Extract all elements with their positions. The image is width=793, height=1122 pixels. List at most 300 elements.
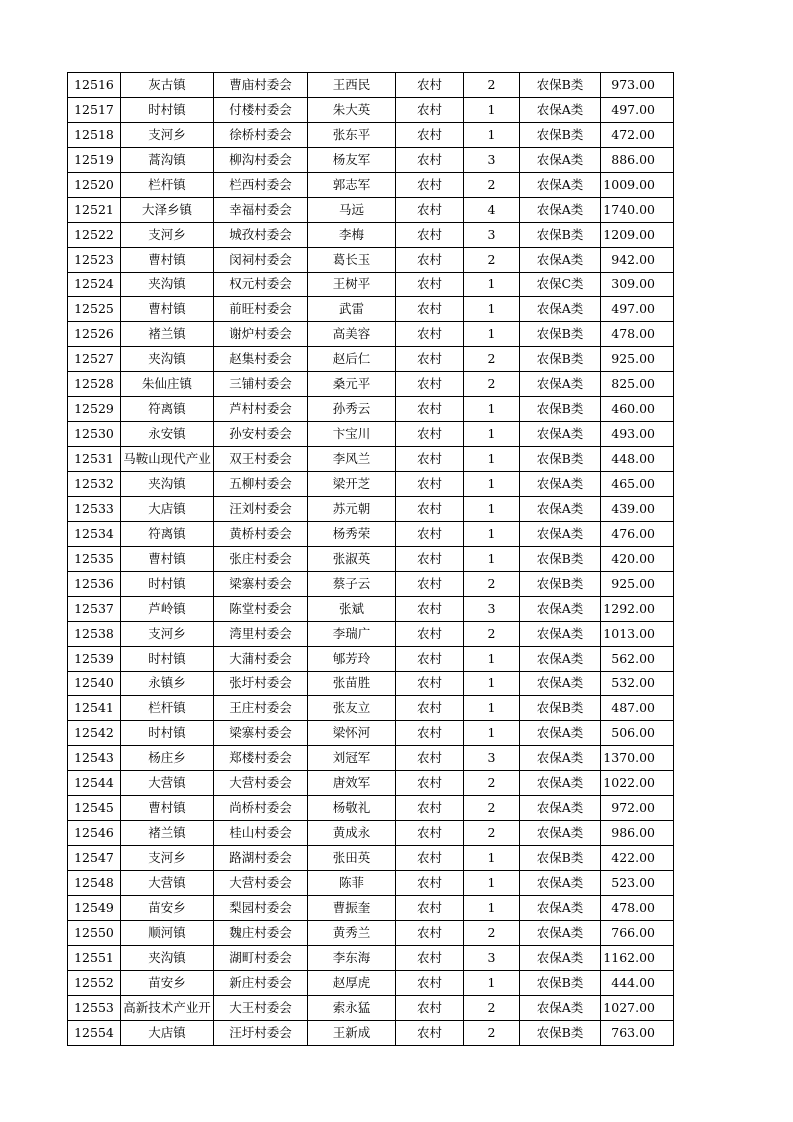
insurance-category-cell: 农保A类 — [520, 97, 601, 122]
insurance-category-cell: 农保C类 — [520, 272, 601, 297]
insurance-category-cell: 农保A类 — [520, 646, 601, 671]
village-committee-cell: 前旺村委会 — [214, 297, 308, 322]
serial-number-cell: 12540 — [68, 671, 121, 696]
village-committee-cell: 汪圩村委会 — [214, 1020, 308, 1045]
serial-number-cell: 12536 — [68, 571, 121, 596]
insurance-category-cell: 农保A类 — [520, 945, 601, 970]
table-row — [68, 147, 674, 172]
serial-number-cell: 12544 — [68, 771, 121, 796]
person-name-cell: 张淑英 — [308, 546, 396, 571]
table-row — [68, 172, 674, 197]
amount-cell: 493.00 — [601, 422, 674, 447]
table-row — [68, 447, 674, 472]
amount-cell: 506.00 — [601, 721, 674, 746]
residence-type-cell: 农村 — [396, 846, 464, 871]
serial-number-cell: 12547 — [68, 846, 121, 871]
village-committee-cell: 桂山村委会 — [214, 821, 308, 846]
township-cell: 苗安乡 — [121, 970, 214, 995]
township-cell: 曹村镇 — [121, 546, 214, 571]
insurance-category-cell: 农保A类 — [520, 796, 601, 821]
serial-number-cell: 12525 — [68, 297, 121, 322]
table-row — [68, 422, 674, 447]
amount-cell: 1292.00 — [601, 596, 674, 621]
person-name-cell: 杨敬礼 — [308, 796, 396, 821]
table-row — [68, 521, 674, 546]
insurance-category-cell: 农保A类 — [520, 821, 601, 846]
household-count-cell: 2 — [464, 995, 520, 1020]
household-count-cell: 1 — [464, 721, 520, 746]
serial-number-cell: 12553 — [68, 995, 121, 1020]
village-committee-cell: 柳沟村委会 — [214, 147, 308, 172]
serial-number-cell: 12520 — [68, 172, 121, 197]
household-count-cell: 4 — [464, 197, 520, 222]
table-row — [68, 247, 674, 272]
serial-number-cell: 12541 — [68, 696, 121, 721]
insurance-category-cell: 农保A类 — [520, 995, 601, 1020]
residence-type-cell: 农村 — [396, 746, 464, 771]
residence-type-cell: 农村 — [396, 646, 464, 671]
amount-cell: 309.00 — [601, 272, 674, 297]
township-cell: 大营镇 — [121, 871, 214, 896]
village-committee-cell: 路湖村委会 — [214, 846, 308, 871]
residence-type-cell: 农村 — [396, 197, 464, 222]
household-count-cell: 1 — [464, 272, 520, 297]
table-row — [68, 571, 674, 596]
person-name-cell: 王新成 — [308, 1020, 396, 1045]
village-committee-cell: 芦村村委会 — [214, 397, 308, 422]
township-cell: 永镇乡 — [121, 671, 214, 696]
residence-type-cell: 农村 — [396, 721, 464, 746]
residence-type-cell: 农村 — [396, 521, 464, 546]
residence-type-cell: 农村 — [396, 920, 464, 945]
serial-number-cell: 12522 — [68, 222, 121, 247]
amount-cell: 478.00 — [601, 322, 674, 347]
person-name-cell: 郇芳玲 — [308, 646, 396, 671]
insurance-category-cell: 农保A类 — [520, 771, 601, 796]
residence-type-cell: 农村 — [396, 397, 464, 422]
person-name-cell: 赵后仁 — [308, 347, 396, 372]
residence-type-cell: 农村 — [396, 122, 464, 147]
household-count-cell: 2 — [464, 372, 520, 397]
amount-cell: 497.00 — [601, 297, 674, 322]
serial-number-cell: 12517 — [68, 97, 121, 122]
residence-type-cell: 农村 — [396, 496, 464, 521]
village-committee-cell: 汪刘村委会 — [214, 496, 308, 521]
village-committee-cell: 大营村委会 — [214, 871, 308, 896]
township-cell: 时村镇 — [121, 571, 214, 596]
household-count-cell: 2 — [464, 621, 520, 646]
roster-table — [67, 72, 674, 1046]
village-committee-cell: 三铺村委会 — [214, 372, 308, 397]
residence-type-cell: 农村 — [396, 272, 464, 297]
residence-type-cell: 农村 — [396, 222, 464, 247]
residence-type-cell: 农村 — [396, 347, 464, 372]
residence-type-cell: 农村 — [396, 671, 464, 696]
person-name-cell: 葛长玉 — [308, 247, 396, 272]
residence-type-cell: 农村 — [396, 1020, 464, 1045]
serial-number-cell: 12545 — [68, 796, 121, 821]
village-committee-cell: 郑楼村委会 — [214, 746, 308, 771]
amount-cell: 465.00 — [601, 472, 674, 497]
person-name-cell: 张斌 — [308, 596, 396, 621]
residence-type-cell: 农村 — [396, 372, 464, 397]
residence-type-cell: 农村 — [396, 97, 464, 122]
amount-cell: 973.00 — [601, 73, 674, 98]
table-row — [68, 1020, 674, 1045]
village-committee-cell: 大王村委会 — [214, 995, 308, 1020]
person-name-cell: 李风兰 — [308, 447, 396, 472]
household-count-cell: 2 — [464, 247, 520, 272]
person-name-cell: 张友立 — [308, 696, 396, 721]
township-cell: 支河乡 — [121, 846, 214, 871]
household-count-cell: 3 — [464, 596, 520, 621]
table-row — [68, 746, 674, 771]
person-name-cell: 曹振奎 — [308, 895, 396, 920]
table-row — [68, 596, 674, 621]
table-row — [68, 945, 674, 970]
insurance-category-cell: 农保A类 — [520, 297, 601, 322]
amount-cell: 1022.00 — [601, 771, 674, 796]
amount-cell: 942.00 — [601, 247, 674, 272]
serial-number-cell: 12529 — [68, 397, 121, 422]
person-name-cell: 桑元平 — [308, 372, 396, 397]
township-cell: 朱仙庄镇 — [121, 372, 214, 397]
village-committee-cell: 湖町村委会 — [214, 945, 308, 970]
serial-number-cell: 12542 — [68, 721, 121, 746]
household-count-cell: 2 — [464, 347, 520, 372]
person-name-cell: 唐效军 — [308, 771, 396, 796]
household-count-cell: 2 — [464, 73, 520, 98]
household-count-cell: 1 — [464, 297, 520, 322]
table-row — [68, 696, 674, 721]
person-name-cell: 李东海 — [308, 945, 396, 970]
township-cell: 支河乡 — [121, 621, 214, 646]
household-count-cell: 1 — [464, 521, 520, 546]
table-row — [68, 796, 674, 821]
table-row — [68, 546, 674, 571]
village-committee-cell: 付楼村委会 — [214, 97, 308, 122]
table-row — [68, 122, 674, 147]
residence-type-cell: 农村 — [396, 472, 464, 497]
insurance-category-cell: 农保B类 — [520, 546, 601, 571]
table-row — [68, 347, 674, 372]
household-count-cell: 1 — [464, 871, 520, 896]
township-cell: 褚兰镇 — [121, 322, 214, 347]
insurance-category-cell: 农保A类 — [520, 746, 601, 771]
township-cell: 时村镇 — [121, 646, 214, 671]
village-committee-cell: 谢炉村委会 — [214, 322, 308, 347]
person-name-cell: 朱大英 — [308, 97, 396, 122]
township-cell: 支河乡 — [121, 122, 214, 147]
township-cell: 褚兰镇 — [121, 821, 214, 846]
township-cell: 时村镇 — [121, 97, 214, 122]
township-cell: 曹村镇 — [121, 297, 214, 322]
township-cell: 大营镇 — [121, 771, 214, 796]
table-row — [68, 771, 674, 796]
residence-type-cell: 农村 — [396, 546, 464, 571]
village-committee-cell: 尚桥村委会 — [214, 796, 308, 821]
residence-type-cell: 农村 — [396, 821, 464, 846]
township-cell: 顺河镇 — [121, 920, 214, 945]
village-committee-cell: 幸福村委会 — [214, 197, 308, 222]
residence-type-cell: 农村 — [396, 895, 464, 920]
residence-type-cell: 农村 — [396, 995, 464, 1020]
village-committee-cell: 孙安村委会 — [214, 422, 308, 447]
village-committee-cell: 闵祠村委会 — [214, 247, 308, 272]
residence-type-cell: 农村 — [396, 322, 464, 347]
serial-number-cell: 12516 — [68, 73, 121, 98]
amount-cell: 825.00 — [601, 372, 674, 397]
township-cell: 永安镇 — [121, 422, 214, 447]
amount-cell: 562.00 — [601, 646, 674, 671]
household-count-cell: 1 — [464, 122, 520, 147]
township-cell: 支河乡 — [121, 222, 214, 247]
person-name-cell: 高美容 — [308, 322, 396, 347]
residence-type-cell: 农村 — [396, 596, 464, 621]
village-committee-cell: 梁寨村委会 — [214, 571, 308, 596]
township-cell: 时村镇 — [121, 721, 214, 746]
table-row — [68, 197, 674, 222]
village-committee-cell: 梨园村委会 — [214, 895, 308, 920]
township-cell: 夹沟镇 — [121, 472, 214, 497]
table-row — [68, 721, 674, 746]
serial-number-cell: 12538 — [68, 621, 121, 646]
insurance-category-cell: 农保B类 — [520, 122, 601, 147]
household-count-cell: 1 — [464, 397, 520, 422]
amount-cell: 1162.00 — [601, 945, 674, 970]
serial-number-cell: 12518 — [68, 122, 121, 147]
village-committee-cell: 王庄村委会 — [214, 696, 308, 721]
amount-cell: 972.00 — [601, 796, 674, 821]
insurance-category-cell: 农保A类 — [520, 521, 601, 546]
township-cell: 夹沟镇 — [121, 347, 214, 372]
household-count-cell: 3 — [464, 945, 520, 970]
household-count-cell: 1 — [464, 646, 520, 671]
person-name-cell: 赵厚虎 — [308, 970, 396, 995]
village-committee-cell: 五柳村委会 — [214, 472, 308, 497]
serial-number-cell: 12523 — [68, 247, 121, 272]
insurance-category-cell: 农保A类 — [520, 197, 601, 222]
serial-number-cell: 12539 — [68, 646, 121, 671]
household-count-cell: 1 — [464, 546, 520, 571]
person-name-cell: 苏元朝 — [308, 496, 396, 521]
village-committee-cell: 双王村委会 — [214, 447, 308, 472]
amount-cell: 925.00 — [601, 571, 674, 596]
roster-body — [68, 73, 674, 1046]
insurance-category-cell: 农保B类 — [520, 846, 601, 871]
insurance-category-cell: 农保B类 — [520, 696, 601, 721]
village-committee-cell: 城孜村委会 — [214, 222, 308, 247]
household-count-cell: 2 — [464, 172, 520, 197]
table-row — [68, 97, 674, 122]
amount-cell: 1009.00 — [601, 172, 674, 197]
household-count-cell: 1 — [464, 671, 520, 696]
table-row — [68, 871, 674, 896]
amount-cell: 925.00 — [601, 347, 674, 372]
residence-type-cell: 农村 — [396, 571, 464, 596]
residence-type-cell: 农村 — [396, 73, 464, 98]
serial-number-cell: 12524 — [68, 272, 121, 297]
insurance-category-cell: 农保A类 — [520, 596, 601, 621]
serial-number-cell: 12530 — [68, 422, 121, 447]
serial-number-cell: 12549 — [68, 895, 121, 920]
amount-cell: 1370.00 — [601, 746, 674, 771]
serial-number-cell: 12550 — [68, 920, 121, 945]
serial-number-cell: 12537 — [68, 596, 121, 621]
household-count-cell: 1 — [464, 496, 520, 521]
household-count-cell: 3 — [464, 222, 520, 247]
person-name-cell: 刘冠军 — [308, 746, 396, 771]
amount-cell: 448.00 — [601, 447, 674, 472]
township-cell: 马鞍山现代产业 — [121, 447, 214, 472]
person-name-cell: 蔡子云 — [308, 571, 396, 596]
amount-cell: 439.00 — [601, 496, 674, 521]
table-row — [68, 397, 674, 422]
household-count-cell: 3 — [464, 147, 520, 172]
township-cell: 芦岭镇 — [121, 596, 214, 621]
serial-number-cell: 12533 — [68, 496, 121, 521]
serial-number-cell: 12519 — [68, 147, 121, 172]
table-row — [68, 671, 674, 696]
amount-cell: 476.00 — [601, 521, 674, 546]
village-committee-cell: 新庄村委会 — [214, 970, 308, 995]
village-committee-cell: 赵集村委会 — [214, 347, 308, 372]
residence-type-cell: 农村 — [396, 447, 464, 472]
person-name-cell: 孙秀云 — [308, 397, 396, 422]
township-cell: 大店镇 — [121, 496, 214, 521]
insurance-category-cell: 农保A类 — [520, 247, 601, 272]
residence-type-cell: 农村 — [396, 796, 464, 821]
township-cell: 曹村镇 — [121, 247, 214, 272]
serial-number-cell: 12543 — [68, 746, 121, 771]
village-committee-cell: 张庄村委会 — [214, 546, 308, 571]
household-count-cell: 1 — [464, 846, 520, 871]
person-name-cell: 马远 — [308, 197, 396, 222]
residence-type-cell: 农村 — [396, 970, 464, 995]
amount-cell: 1013.00 — [601, 621, 674, 646]
table-row — [68, 646, 674, 671]
amount-cell: 763.00 — [601, 1020, 674, 1045]
township-cell: 曹村镇 — [121, 796, 214, 821]
household-count-cell: 1 — [464, 696, 520, 721]
insurance-category-cell: 农保B类 — [520, 397, 601, 422]
residence-type-cell: 农村 — [396, 422, 464, 447]
serial-number-cell: 12551 — [68, 945, 121, 970]
person-name-cell: 黄秀兰 — [308, 920, 396, 945]
household-count-cell: 1 — [464, 447, 520, 472]
table-row — [68, 372, 674, 397]
table-row — [68, 895, 674, 920]
household-count-cell: 1 — [464, 895, 520, 920]
serial-number-cell: 12521 — [68, 197, 121, 222]
amount-cell: 766.00 — [601, 920, 674, 945]
village-committee-cell: 权元村委会 — [214, 272, 308, 297]
insurance-category-cell: 农保B类 — [520, 322, 601, 347]
table-row — [68, 821, 674, 846]
table-row — [68, 846, 674, 871]
amount-cell: 886.00 — [601, 147, 674, 172]
person-name-cell: 张田英 — [308, 846, 396, 871]
township-cell: 栏杆镇 — [121, 696, 214, 721]
insurance-category-cell: 农保A类 — [520, 721, 601, 746]
insurance-category-cell: 农保A类 — [520, 372, 601, 397]
insurance-category-cell: 农保A类 — [520, 671, 601, 696]
residence-type-cell: 农村 — [396, 771, 464, 796]
household-count-cell: 2 — [464, 771, 520, 796]
serial-number-cell: 12532 — [68, 472, 121, 497]
insurance-category-cell: 农保A类 — [520, 147, 601, 172]
table-row — [68, 472, 674, 497]
household-count-cell: 1 — [464, 422, 520, 447]
person-name-cell: 杨秀荣 — [308, 521, 396, 546]
amount-cell: 1027.00 — [601, 995, 674, 1020]
table-row — [68, 297, 674, 322]
residence-type-cell: 农村 — [396, 871, 464, 896]
person-name-cell: 张东平 — [308, 122, 396, 147]
person-name-cell: 王西民 — [308, 73, 396, 98]
insurance-category-cell: 农保A类 — [520, 895, 601, 920]
insurance-category-cell: 农保B类 — [520, 222, 601, 247]
residence-type-cell: 农村 — [396, 696, 464, 721]
residence-type-cell: 农村 — [396, 297, 464, 322]
insurance-category-cell: 农保B类 — [520, 1020, 601, 1045]
amount-cell: 420.00 — [601, 546, 674, 571]
insurance-category-cell: 农保B类 — [520, 970, 601, 995]
amount-cell: 460.00 — [601, 397, 674, 422]
serial-number-cell: 12548 — [68, 871, 121, 896]
amount-cell: 487.00 — [601, 696, 674, 721]
insurance-category-cell: 农保A类 — [520, 172, 601, 197]
village-committee-cell: 曹庙村委会 — [214, 73, 308, 98]
insurance-category-cell: 农保A类 — [520, 871, 601, 896]
amount-cell: 1209.00 — [601, 222, 674, 247]
table-row — [68, 222, 674, 247]
township-cell: 栏杆镇 — [121, 172, 214, 197]
person-name-cell: 梁开芝 — [308, 472, 396, 497]
village-committee-cell: 黄桥村委会 — [214, 521, 308, 546]
person-name-cell: 杨友军 — [308, 147, 396, 172]
person-name-cell: 张苗胜 — [308, 671, 396, 696]
serial-number-cell: 12535 — [68, 546, 121, 571]
household-count-cell: 1 — [464, 970, 520, 995]
serial-number-cell: 12534 — [68, 521, 121, 546]
township-cell: 杨庄乡 — [121, 746, 214, 771]
residence-type-cell: 农村 — [396, 172, 464, 197]
village-committee-cell: 大营村委会 — [214, 771, 308, 796]
amount-cell: 523.00 — [601, 871, 674, 896]
person-name-cell: 卞宝川 — [308, 422, 396, 447]
insurance-category-cell: 农保A类 — [520, 496, 601, 521]
amount-cell: 444.00 — [601, 970, 674, 995]
serial-number-cell: 12527 — [68, 347, 121, 372]
table-row — [68, 496, 674, 521]
table-row — [68, 322, 674, 347]
person-name-cell: 索永猛 — [308, 995, 396, 1020]
person-name-cell: 王树平 — [308, 272, 396, 297]
household-count-cell: 1 — [464, 322, 520, 347]
amount-cell: 422.00 — [601, 846, 674, 871]
insurance-category-cell: 农保B类 — [520, 447, 601, 472]
insurance-category-cell: 农保A类 — [520, 472, 601, 497]
serial-number-cell: 12528 — [68, 372, 121, 397]
village-committee-cell: 张圩村委会 — [214, 671, 308, 696]
household-count-cell: 2 — [464, 920, 520, 945]
person-name-cell: 李梅 — [308, 222, 396, 247]
village-committee-cell: 陈堂村委会 — [214, 596, 308, 621]
table-row — [68, 920, 674, 945]
village-committee-cell: 徐桥村委会 — [214, 122, 308, 147]
township-cell: 灰古镇 — [121, 73, 214, 98]
